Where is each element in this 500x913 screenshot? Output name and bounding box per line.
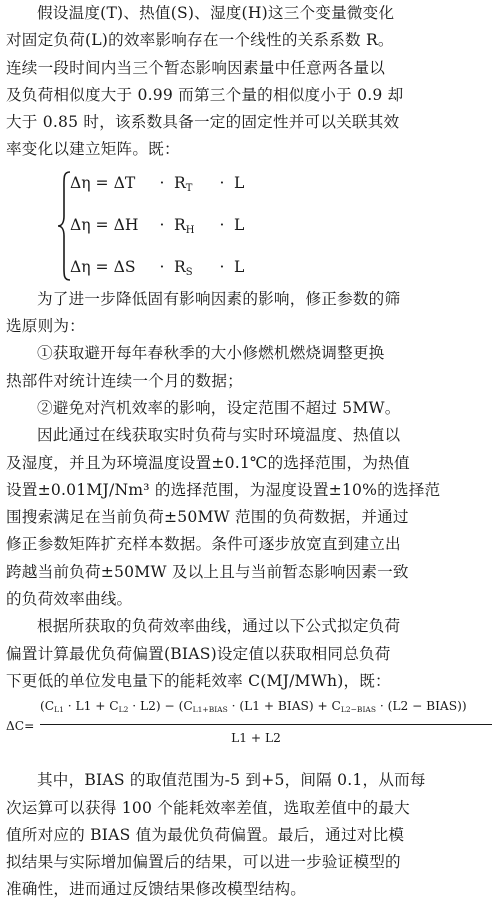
paragraph-bias-calculation: 根据所获取的负荷效率曲线，通过以下公式拟定负荷 偏置计算最优负荷偏置(BIAS)设定值以获取相同总负荷 下更低的单位发电量下的能耗效率 C(MJ/MWh)，既： (6, 617, 401, 690)
delta-c-formula (6, 697, 496, 761)
paragraph-rule-1: ①获取避开每年春秋季的大小修燃机燃烧调整更换 热部件对统计连续一个月的数据； (6, 344, 385, 390)
text-line: 大于 0.85 时，该系数具备一定的固定性并可以关联其效 (6, 113, 400, 132)
text-line: 率变化以建立矩阵。既： (6, 140, 180, 159)
paragraph-assumption (6, 0, 496, 164)
text-line: 对固定负荷(L)的效率影响存在一个线性的关系系数 R。 (6, 31, 394, 50)
text-line: 及负荷相似度大于 0.99 而第三个量的相似度小于 0.9 却 (6, 85, 404, 104)
paragraph-bias-range: 其中，BIAS 的取值范围为-5 到+5，间隔 0.1，从而每 次运算可以获得 100 个能耗效率差值，选取差值中的最大 值所对应的 BIAS 值为最优负荷偏置。最后，通过对比模 拟结果与实际增加偏置后的结果，可以进一步验证模型的 准确性，进而通过反馈结果修改模型结构。 (6, 771, 426, 899)
text-line: 连续一段时间内当三个暂态影响因素量中任意两各量以 (6, 58, 386, 77)
text-line: 假设温度(T)、热值(S)、湿度(H)这三个变量微变化 (37, 4, 395, 22)
formula-denominator: L1 + L2 (231, 731, 281, 746)
paragraph-online-acquisition: 因此通过在线获取实时负荷与实时环境温度、热值以 及湿度，并且为环境温度设置±0.1℃的选择范围，为热值 设置±0.01MJ/Nm³ 的选择范围，为湿度设置±10%的选择范 围搜索满足在当前负荷±50MW 范围的负荷数据，并通过 修正参数矩阵扩充样本数据。条件可逐步放宽直到建立出 跨越当前负荷±50MW 及以上且与当前暂态影响因素一致 的负荷效率曲线。 (6, 426, 441, 609)
formula-lhs: ΔC= (6, 719, 35, 734)
equation-system (56, 168, 496, 284)
equation-row-heat-value: $\Delta\eta = \Delta S \cdot R_S \cdot L$ (70, 257, 245, 278)
equation-row-humidity: $\Delta\eta = \Delta H \cdot R_H \cdot L$ (70, 215, 245, 236)
formula-numerator: $(C_{L1} \cdot L1 + C_{L2} \cdot L2) - (C_{L1+BIAS} \cdot (L1$ + BIAS) + $C_{L2-BIAS} \cdot (L2$ − BIAS)) (40, 699, 467, 715)
paragraph-filter-principle: 为了进一步降低固有影响因素的影响，修正参数的筛 选原则为： (6, 289, 401, 336)
paragraph-rule-2: ②避免对汽机效率的影响，设定范围不超过 5MW。 (37, 398, 401, 417)
fraction-bar (40, 724, 492, 725)
equation-row-temperature: $\Delta\eta = \Delta T \cdot R_T \cdot L$ (70, 173, 245, 194)
